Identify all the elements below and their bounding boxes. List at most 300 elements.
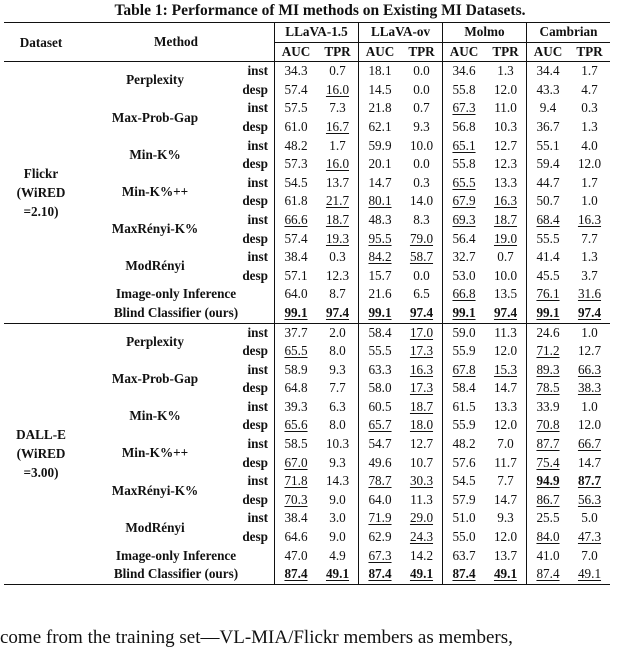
method-name: Blind Classifier (ours) bbox=[113, 304, 239, 320]
table-cell: 87.4 bbox=[443, 565, 486, 584]
table-cell: 9.3 bbox=[329, 454, 346, 470]
table-cell: 66.7 bbox=[577, 436, 602, 452]
table-cell: 0.7 bbox=[413, 100, 430, 116]
method-name: MaxRényi-K% bbox=[111, 482, 199, 498]
table-cell: 8.7 bbox=[329, 286, 346, 302]
method-name: Min-K%++ bbox=[121, 445, 189, 461]
table-cell: 9.3 bbox=[329, 361, 346, 377]
table-cell: 78.7 bbox=[359, 472, 402, 491]
table-cell: 7.0 bbox=[497, 436, 514, 452]
table-cell: 14.5 bbox=[359, 81, 402, 100]
table-cell: 13.7 bbox=[493, 547, 518, 563]
table-cell: 45.5 bbox=[527, 267, 570, 286]
table-cell: 55.8 bbox=[443, 155, 486, 174]
table-cell: 56.3 bbox=[577, 491, 602, 507]
table-cell: 6.5 bbox=[413, 286, 430, 302]
header-method: Method bbox=[78, 23, 275, 62]
table-cell: 7.7 bbox=[329, 380, 346, 396]
table-cell: 8.0 bbox=[329, 417, 346, 433]
table-cell: 87.7 bbox=[577, 473, 602, 489]
table-cell: 20.1 bbox=[359, 155, 402, 174]
table-cell: 21.6 bbox=[359, 285, 402, 304]
table-cell: 47.3 bbox=[577, 529, 602, 545]
table-cell: 14.3 bbox=[325, 473, 350, 489]
table-cell: 39.3 bbox=[275, 398, 318, 417]
prompt-type: desp bbox=[242, 267, 268, 283]
table-cell: 12.0 bbox=[493, 343, 518, 359]
table-cell: 34.6 bbox=[443, 62, 486, 81]
table-cell: 25.5 bbox=[527, 509, 570, 528]
table-cell: 16.3 bbox=[577, 211, 602, 227]
table-cell: 18.7 bbox=[325, 211, 350, 227]
table-row bbox=[4, 62, 610, 81]
table-cell: 16.0 bbox=[325, 156, 350, 172]
table-cell: 0.7 bbox=[317, 62, 359, 81]
table-cell: 69.3 bbox=[443, 211, 486, 230]
table-cell: 7.0 bbox=[581, 547, 598, 563]
table-cell: 10.3 bbox=[325, 436, 350, 452]
header-metric: AUC bbox=[443, 42, 486, 62]
prompt-type: desp bbox=[242, 529, 268, 545]
table-cell: 49.1 bbox=[401, 565, 443, 584]
table-cell: 1.0 bbox=[581, 398, 598, 414]
table-cell: 24.6 bbox=[527, 323, 570, 342]
table-cell: 12.3 bbox=[493, 156, 518, 172]
table-cell: 12.7 bbox=[577, 343, 602, 359]
table-cell: 8.0 bbox=[329, 343, 346, 359]
prompt-type: inst bbox=[247, 473, 268, 489]
table-cell: 64.0 bbox=[359, 491, 402, 510]
table-cell: 0.0 bbox=[413, 81, 430, 97]
table-cell: 10.0 bbox=[493, 267, 518, 283]
table-cell: 84.0 bbox=[527, 528, 570, 547]
prompt-type: desp bbox=[242, 417, 268, 433]
table-cell: 55.8 bbox=[443, 81, 486, 100]
method-name: MaxRényi-K% bbox=[111, 221, 199, 237]
table-cell: 71.2 bbox=[527, 342, 570, 361]
table-cell: 1.7 bbox=[581, 174, 598, 190]
header-metric: TPR bbox=[492, 43, 519, 59]
table-cell: 87.4 bbox=[359, 565, 402, 584]
header-metric: TPR bbox=[408, 43, 435, 59]
method-name: Perplexity bbox=[78, 323, 232, 361]
table-cell: 55.9 bbox=[443, 416, 486, 435]
table-cell: 11.3 bbox=[410, 491, 433, 507]
method-name: Image-only Inference bbox=[115, 286, 237, 302]
prompt-type: inst bbox=[247, 361, 268, 377]
table-cell: 16.7 bbox=[325, 118, 350, 134]
table-cell: 13.5 bbox=[493, 286, 518, 302]
table-cell: 16.0 bbox=[325, 81, 350, 97]
table-cell: 58.4 bbox=[359, 323, 402, 342]
table-cell: 12.7 bbox=[493, 137, 518, 153]
table-cell: 34.4 bbox=[527, 62, 570, 81]
table-caption: Table 1: Performance of MI methods on Existing MI Datasets. bbox=[114, 2, 526, 19]
table-cell: 55.0 bbox=[443, 528, 486, 547]
table-cell: 0.3 bbox=[329, 249, 346, 265]
table-row bbox=[4, 547, 610, 566]
table-cell: 50.7 bbox=[527, 192, 570, 211]
method-name: Max-Prob-Gap bbox=[111, 109, 199, 125]
table-cell: 65.5 bbox=[443, 174, 486, 193]
method-name: Image-only Inference bbox=[115, 547, 237, 563]
dataset-line: DALL-E bbox=[16, 427, 66, 443]
results-table bbox=[4, 22, 610, 585]
body-text-fragment: come from the training set—VL-MIA/Flickr members as members, bbox=[0, 627, 513, 648]
dataset-line: =2.10) bbox=[23, 203, 59, 219]
method-name: Min-K% bbox=[129, 408, 181, 424]
table-cell: 14.7 bbox=[577, 454, 602, 470]
table-cell: 12.0 bbox=[577, 417, 602, 433]
table-cell: 38.4 bbox=[275, 248, 318, 267]
table-cell: 58.7 bbox=[409, 249, 434, 265]
table-cell: 97.4 bbox=[577, 304, 602, 320]
prompt-type: desp bbox=[242, 343, 268, 359]
table-cell: 5.0 bbox=[581, 510, 598, 526]
table-cell: 84.2 bbox=[359, 248, 402, 267]
table-cell: 66.6 bbox=[275, 211, 318, 230]
table-row bbox=[4, 565, 610, 584]
table-cell: 54.5 bbox=[443, 472, 486, 491]
table-cell: 66.3 bbox=[577, 361, 602, 377]
table-cell: 64.6 bbox=[275, 528, 318, 547]
table-cell: 13.3 bbox=[493, 398, 518, 414]
table-cell: 4.7 bbox=[581, 81, 598, 97]
table-row bbox=[4, 398, 610, 417]
table-cell: 13.3 bbox=[493, 174, 518, 190]
prompt-type: desp bbox=[242, 380, 268, 396]
table-cell: 58.4 bbox=[443, 379, 486, 398]
table-cell: 9.0 bbox=[329, 529, 346, 545]
prompt-type: inst bbox=[247, 510, 268, 526]
table-cell: 21.7 bbox=[325, 193, 350, 209]
table-cell: 56.4 bbox=[443, 230, 486, 249]
table-cell: 9.3 bbox=[497, 510, 514, 526]
table-cell: 67.9 bbox=[443, 192, 486, 211]
prompt-type: inst bbox=[247, 137, 268, 153]
prompt-type: desp bbox=[242, 491, 268, 507]
table-cell: 15.7 bbox=[359, 267, 402, 286]
table-cell: 87.4 bbox=[527, 565, 570, 584]
table-cell: 51.0 bbox=[443, 509, 486, 528]
header-metric: TPR bbox=[324, 43, 351, 59]
table-cell: 37.7 bbox=[275, 323, 318, 342]
prompt-type: desp bbox=[242, 454, 268, 470]
table-cell: 61.8 bbox=[275, 192, 318, 211]
header-model: Cambrian bbox=[527, 23, 611, 43]
table-cell: 87.4 bbox=[275, 565, 318, 584]
table-cell: 10.3 bbox=[493, 118, 518, 134]
table-cell: 58.5 bbox=[275, 435, 318, 454]
table-cell: 36.7 bbox=[527, 118, 570, 137]
table-cell: 44.7 bbox=[527, 174, 570, 193]
table-cell: 19.3 bbox=[325, 230, 350, 246]
dataset-line: (WiRED bbox=[16, 184, 66, 200]
table-cell: 57.6 bbox=[443, 454, 486, 473]
table-row bbox=[4, 174, 610, 193]
table-cell: 12.0 bbox=[493, 417, 518, 433]
table-cell: 14.7 bbox=[493, 491, 518, 507]
table-cell: 99.1 bbox=[443, 304, 486, 323]
table-row bbox=[4, 248, 610, 267]
table-cell: 11.7 bbox=[494, 454, 517, 470]
table-row bbox=[4, 304, 610, 323]
table-cell: 65.6 bbox=[275, 416, 318, 435]
header-model: LLaVA-ov bbox=[359, 23, 443, 43]
method-name: Max-Prob-Gap bbox=[111, 370, 199, 386]
table-cell: 67.3 bbox=[359, 547, 402, 566]
table-cell: 47.0 bbox=[275, 547, 318, 566]
table-cell: 58.0 bbox=[359, 379, 402, 398]
table-cell: 55.9 bbox=[443, 342, 486, 361]
table-cell: 97.4 bbox=[493, 304, 518, 320]
table-cell: 12.7 bbox=[409, 436, 434, 452]
table-cell: 33.9 bbox=[527, 398, 570, 417]
prompt-type: desp bbox=[242, 118, 268, 134]
table-cell: 14.2 bbox=[409, 547, 434, 563]
table-cell: 62.1 bbox=[359, 118, 402, 137]
table-cell: 54.5 bbox=[275, 174, 318, 193]
table-row bbox=[4, 323, 610, 342]
table-cell: 1.3 bbox=[485, 62, 527, 81]
table-cell: 53.0 bbox=[443, 267, 486, 286]
table-cell: 14.7 bbox=[359, 174, 402, 193]
table-body bbox=[4, 62, 610, 585]
table-cell: 71.8 bbox=[275, 472, 318, 491]
table-cell: 75.4 bbox=[527, 454, 570, 473]
table-cell: 99.1 bbox=[359, 304, 402, 323]
dataset-line: =3.00) bbox=[23, 465, 59, 481]
table-cell: 19.0 bbox=[493, 230, 518, 246]
header-model: LLaVA-1.5 bbox=[275, 23, 359, 43]
table-cell: 49.6 bbox=[359, 454, 402, 473]
table-cell: 64.0 bbox=[275, 285, 318, 304]
table-cell: 58.9 bbox=[275, 361, 318, 380]
table-cell: 70.3 bbox=[275, 491, 318, 510]
table-cell: 57.4 bbox=[275, 81, 318, 100]
table-cell: 48.2 bbox=[275, 137, 318, 156]
table-cell: 48.3 bbox=[359, 211, 402, 230]
table-cell: 0.0 bbox=[413, 156, 430, 172]
table-cell: 56.8 bbox=[443, 118, 486, 137]
header-model: Molmo bbox=[443, 23, 527, 43]
prompt-type: inst bbox=[247, 174, 268, 190]
table-cell: 0.3 bbox=[413, 174, 430, 190]
table-cell: 79.0 bbox=[409, 230, 434, 246]
header-metric: AUC bbox=[359, 42, 402, 62]
table-cell: 1.7 bbox=[569, 62, 610, 81]
prompt-type: inst bbox=[232, 62, 275, 81]
table-cell: 11.0 bbox=[494, 100, 517, 116]
table-cell: 97.4 bbox=[325, 304, 350, 320]
table-cell: 2.0 bbox=[317, 323, 359, 342]
table-cell: 63.3 bbox=[359, 361, 402, 380]
method-name: Min-K%++ bbox=[121, 184, 189, 200]
header-metric: TPR bbox=[576, 43, 603, 59]
table-cell: 43.3 bbox=[527, 81, 570, 100]
table-cell: 97.4 bbox=[409, 304, 434, 320]
method-name: ModRényi bbox=[125, 258, 185, 274]
prompt-type: inst bbox=[247, 249, 268, 265]
header-metric: AUC bbox=[275, 42, 318, 62]
table-cell: 30.3 bbox=[409, 473, 434, 489]
table-cell: 0.0 bbox=[413, 267, 430, 283]
header-dataset: Dataset bbox=[4, 23, 78, 62]
table-cell: 89.3 bbox=[527, 361, 570, 380]
table-cell: 0.7 bbox=[497, 249, 514, 265]
table-cell: 60.5 bbox=[359, 398, 402, 417]
table-cell: 16.3 bbox=[493, 193, 518, 209]
table-cell: 59.4 bbox=[527, 155, 570, 174]
table-cell: 3.7 bbox=[581, 267, 598, 283]
table-cell: 18.7 bbox=[409, 398, 434, 414]
table-cell: 24.3 bbox=[409, 529, 434, 545]
table-cell: 49.1 bbox=[485, 565, 527, 584]
table-cell: 12.0 bbox=[493, 81, 518, 97]
table-cell: 1.0 bbox=[569, 323, 610, 342]
table-cell: 62.9 bbox=[359, 528, 402, 547]
table-cell: 32.7 bbox=[443, 248, 486, 267]
table-cell: 65.1 bbox=[443, 137, 486, 156]
table-cell: 4.9 bbox=[329, 547, 346, 563]
prompt-type: desp bbox=[242, 81, 268, 97]
table-cell: 9.0 bbox=[329, 491, 346, 507]
dataset-line: (WiRED bbox=[16, 446, 66, 462]
table-cell: 0.0 bbox=[401, 62, 443, 81]
table-cell: 87.7 bbox=[527, 435, 570, 454]
table-row bbox=[4, 361, 610, 380]
table-cell: 8.3 bbox=[413, 211, 430, 227]
table-cell: 61.5 bbox=[443, 398, 486, 417]
table-cell: 9.3 bbox=[413, 118, 430, 134]
table-cell: 76.1 bbox=[527, 285, 570, 304]
table-cell: 61.0 bbox=[275, 118, 318, 137]
table-cell: 17.3 bbox=[409, 343, 434, 359]
table-cell: 34.3 bbox=[275, 62, 318, 81]
table-cell: 67.8 bbox=[443, 361, 486, 380]
table-cell: 6.3 bbox=[329, 398, 346, 414]
prompt-type: inst bbox=[247, 436, 268, 452]
prompt-type: desp bbox=[242, 230, 268, 246]
prompt-type: inst bbox=[247, 100, 268, 116]
table-cell: 57.5 bbox=[275, 99, 318, 118]
table-cell: 57.1 bbox=[275, 267, 318, 286]
dataset-label bbox=[4, 62, 78, 323]
prompt-type: inst bbox=[232, 323, 275, 342]
method-name: Min-K% bbox=[129, 146, 181, 162]
table-cell: 59.0 bbox=[443, 323, 486, 342]
table-cell: 18.0 bbox=[409, 417, 434, 433]
table-row bbox=[4, 285, 610, 304]
table-cell: 65.7 bbox=[359, 416, 402, 435]
table-cell: 21.8 bbox=[359, 99, 402, 118]
table-cell: 9.4 bbox=[527, 99, 570, 118]
table-cell: 3.0 bbox=[329, 510, 346, 526]
table-cell: 63.7 bbox=[443, 547, 486, 566]
prompt-type: inst bbox=[247, 398, 268, 414]
table-cell: 10.7 bbox=[409, 454, 434, 470]
table-cell: 41.0 bbox=[527, 547, 570, 566]
table-cell: 54.7 bbox=[359, 435, 402, 454]
table-cell: 67.3 bbox=[443, 99, 486, 118]
dataset-label bbox=[4, 323, 78, 584]
table-cell: 0.3 bbox=[581, 100, 598, 116]
table-cell: 4.0 bbox=[581, 137, 598, 153]
table-cell: 66.8 bbox=[443, 285, 486, 304]
table-cell: 7.7 bbox=[497, 473, 514, 489]
table-cell: 38.3 bbox=[577, 380, 602, 396]
table-cell: 68.4 bbox=[527, 211, 570, 230]
table-cell: 31.6 bbox=[577, 286, 602, 302]
table-cell: 17.0 bbox=[401, 323, 443, 342]
table-cell: 94.9 bbox=[527, 472, 570, 491]
table-row bbox=[4, 472, 610, 491]
table-cell: 71.9 bbox=[359, 509, 402, 528]
table-cell: 64.8 bbox=[275, 379, 318, 398]
table-cell: 99.1 bbox=[275, 304, 318, 323]
method-name: ModRényi bbox=[125, 519, 185, 535]
table-row bbox=[4, 509, 610, 528]
table-cell: 14.0 bbox=[409, 193, 434, 209]
table-cell: 41.4 bbox=[527, 248, 570, 267]
table-cell: 1.3 bbox=[581, 118, 598, 134]
table-cell: 18.1 bbox=[359, 62, 402, 81]
table-cell: 13.7 bbox=[325, 174, 350, 190]
table-row bbox=[4, 435, 610, 454]
table-cell: 29.0 bbox=[409, 510, 434, 526]
table-cell: 59.9 bbox=[359, 137, 402, 156]
prompt-type: desp bbox=[242, 156, 268, 172]
table-cell: 16.3 bbox=[409, 361, 434, 377]
table-cell: 12.3 bbox=[325, 267, 350, 283]
table-cell: 57.9 bbox=[443, 491, 486, 510]
table-cell: 15.3 bbox=[493, 361, 518, 377]
table-cell: 48.2 bbox=[443, 435, 486, 454]
table-cell: 55.5 bbox=[359, 342, 402, 361]
table-cell: 86.7 bbox=[527, 491, 570, 510]
table-cell: 49.1 bbox=[569, 565, 610, 584]
prompt-type: inst bbox=[247, 211, 268, 227]
dataset-line: Flickr bbox=[23, 165, 59, 181]
table-row bbox=[4, 137, 610, 156]
table-cell: 65.5 bbox=[275, 342, 318, 361]
table-cell: 99.1 bbox=[527, 304, 570, 323]
header-metric: AUC bbox=[527, 42, 570, 62]
table-cell: 1.3 bbox=[581, 249, 598, 265]
table-cell: 80.1 bbox=[359, 192, 402, 211]
table-cell: 78.5 bbox=[527, 379, 570, 398]
table-cell: 55.1 bbox=[527, 137, 570, 156]
table-cell: 57.4 bbox=[275, 230, 318, 249]
table-cell: 70.8 bbox=[527, 416, 570, 435]
table-cell: 14.7 bbox=[493, 380, 518, 396]
table-cell: 7.3 bbox=[329, 100, 346, 116]
table-cell: 38.4 bbox=[275, 509, 318, 528]
table-cell: 10.0 bbox=[409, 137, 434, 153]
table-cell: 7.7 bbox=[581, 230, 598, 246]
table-cell: 1.0 bbox=[581, 193, 598, 209]
table-cell: 12.0 bbox=[493, 529, 518, 545]
method-name: Perplexity bbox=[78, 62, 232, 100]
table-cell: 18.7 bbox=[493, 211, 518, 227]
table-row bbox=[4, 211, 610, 230]
table-cell: 95.5 bbox=[359, 230, 402, 249]
table-cell: 1.7 bbox=[329, 137, 346, 153]
method-name: Blind Classifier (ours) bbox=[78, 565, 275, 584]
table-cell: 57.3 bbox=[275, 155, 318, 174]
table-cell: 49.1 bbox=[317, 565, 359, 584]
prompt-type: desp bbox=[242, 193, 268, 209]
